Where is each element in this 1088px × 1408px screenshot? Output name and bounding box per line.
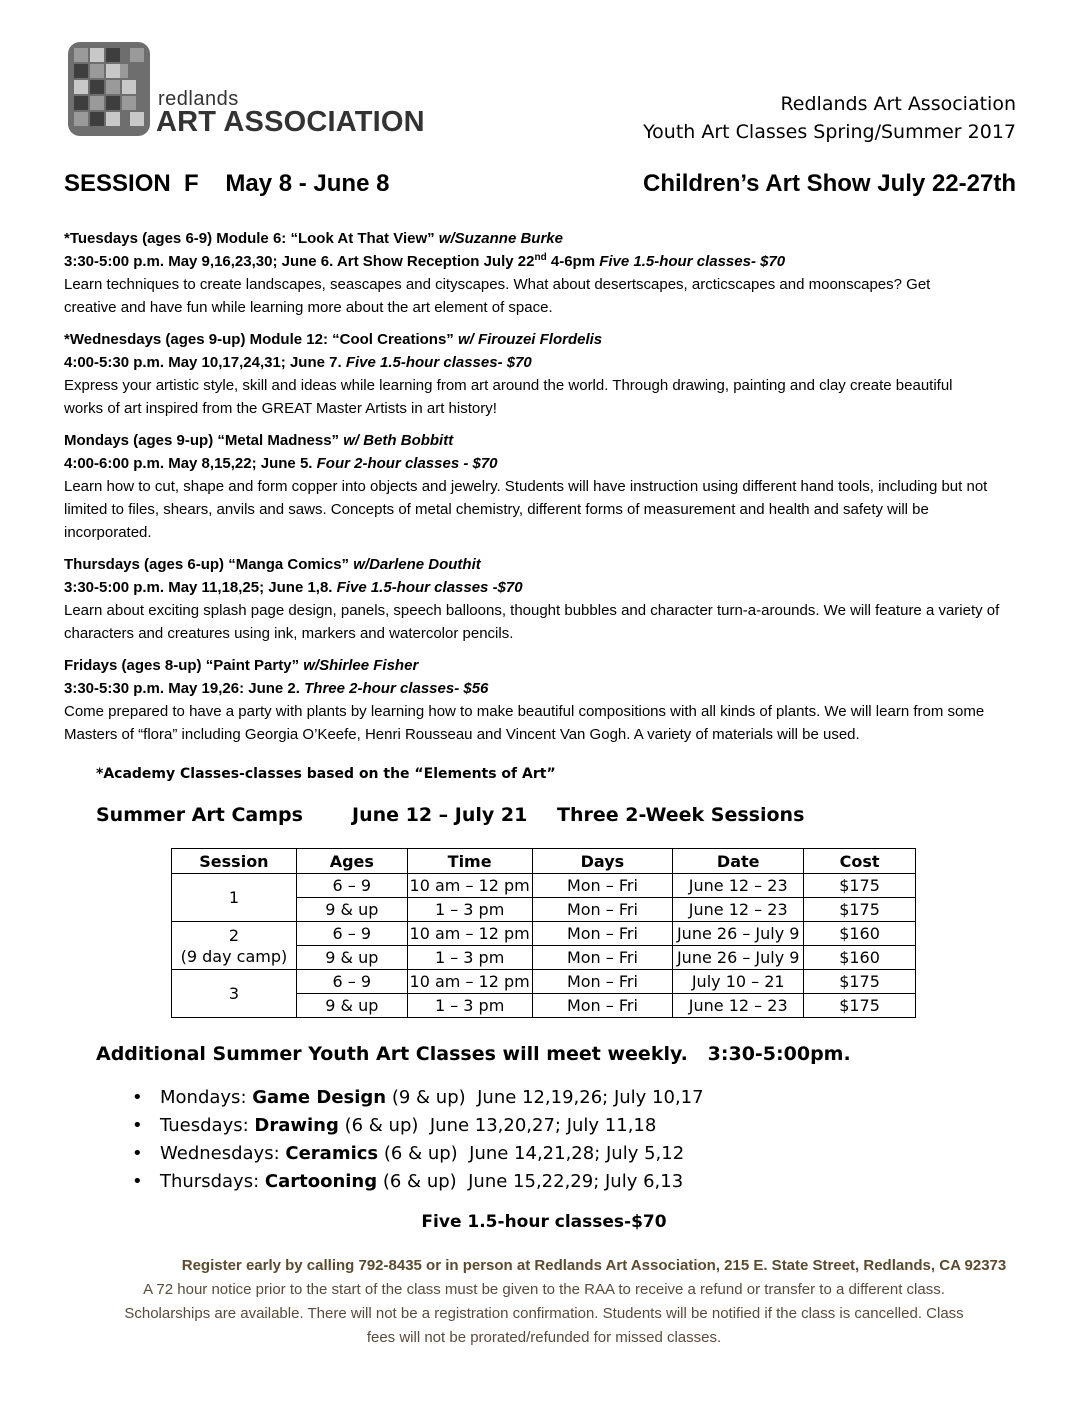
weekly-class-list — [132, 1084, 704, 1196]
logo-text-small: redlands — [158, 88, 239, 110]
table-cell: Mon – Fri — [532, 922, 673, 946]
class-price: Five 1.5-hour classes- $70 — [599, 253, 786, 270]
five-classes-price: Five 1.5-hour classes-$70 — [421, 1212, 667, 1232]
bullet-icon: • — [132, 1143, 143, 1164]
table-cell: Mon – Fri — [532, 946, 673, 970]
table-cell: $175 — [804, 970, 916, 994]
table-row — [172, 874, 916, 898]
table-cell: June 26 – July 9 — [673, 922, 804, 946]
class-description: Learn how to cut, shape and form copper into objects and jewelry. Students will have instruction using different hand tools, including but not limited to files, shears, anvils and saws. Concepts of metal chemistry, different forms of measurement and health and safety will be incorporated. — [64, 478, 988, 541]
col-header: Date — [673, 849, 804, 874]
class-description: Learn techniques to create landscapes, seascapes and cityscapes. What about desertscapes, arcticscapes and moonscapes? Get creative and have fun while learning more about the art element of space. — [64, 276, 931, 316]
class-title: Thursdays (ages 6-up) “Manga Comics” — [64, 556, 354, 573]
class-description: Learn about exciting splash page design, panels, speech balloons, thought bubbles and character turn-a-arounds. We will feature a variety of characters and creatures using ink, markers and watercolor pencils. — [64, 602, 1000, 642]
class-title: Mondays (ages 9-up) “Metal Madness” — [64, 432, 344, 449]
details: (6 & up) June 13,20,27; July 11,18 — [338, 1115, 657, 1136]
scholarship-note: Scholarships are available. There will not be a registration confirmation. Students will be notified if the class is cancelled. Class — [124, 1305, 964, 1322]
table-header-row — [172, 849, 916, 874]
list-item — [132, 1112, 704, 1140]
col-header: Ages — [296, 849, 407, 874]
class-description: Express your artistic style, skill and ideas while learning from art around the world. Through drawing, painting and clay create beautiful works of art inspired from the GREAT Master Artists in art history! — [64, 377, 953, 417]
table-cell: 10 am – 12 pm — [407, 922, 532, 946]
class-price: Five 1.5-hour classes- $70 — [345, 354, 532, 371]
subject: Game Design — [252, 1087, 387, 1108]
table-cell: 9 & up — [296, 898, 407, 922]
class-title: *Tuesdays (ages 6-9) Module 6: “Look At That View” — [64, 230, 439, 247]
logo-mark — [68, 42, 150, 136]
fees-note: fees will not be prorated/refunded for missed classes. — [366, 1329, 722, 1346]
class-teacher: w/Suzanne Burke — [438, 230, 563, 247]
table-cell: Mon – Fri — [532, 874, 673, 898]
session-cell: 3 — [172, 970, 297, 1018]
table-cell: 9 & up — [296, 946, 407, 970]
class-schedule: 4:00-5:30 p.m. May 10,17,24,31; June 7. — [64, 354, 346, 371]
class-block — [64, 227, 1024, 319]
logo-text-big: ART ASSOCIATION — [156, 106, 425, 138]
header-subtitle: Youth Art Classes Spring/Summer 2017 — [643, 121, 1016, 143]
table-cell: $160 — [804, 922, 916, 946]
table-cell: 6 – 9 — [296, 874, 407, 898]
art-show-title: Children’s Art Show July 22-27th — [643, 170, 1016, 197]
table-cell: 6 – 9 — [296, 922, 407, 946]
ordinal-suffix: nd — [534, 252, 547, 263]
class-schedule: 4:00-6:00 p.m. May 8,15,22; June 5. — [64, 455, 317, 472]
class-schedule: 3:30-5:30 p.m. May 19,26: June 2. — [64, 680, 305, 697]
camp-table — [171, 848, 916, 1018]
col-header: Time — [407, 849, 532, 874]
session-title: SESSION F May 8 - June 8 — [64, 170, 390, 197]
table-cell: 6 – 9 — [296, 970, 407, 994]
class-description: Come prepared to have a party with plants by learning how to make beautiful compositions with all kinds of plants. We will learn from some Masters of “flora” including Georgia O’Keefe, Henri Rousseau and Vincent Van Gogh. A variety of materials will be used. — [64, 703, 985, 743]
session-cell: 1 — [172, 874, 297, 922]
class-price: Three 2-hour classes- $56 — [304, 680, 489, 697]
table-cell: $160 — [804, 946, 916, 970]
col-header: Session — [172, 849, 297, 874]
header-org: Redlands Art Association — [780, 93, 1016, 115]
list-item — [132, 1140, 704, 1168]
table-cell: June 12 – 23 — [673, 994, 804, 1018]
session-note: (9 day camp) — [180, 946, 288, 966]
table-cell: 1 – 3 pm — [407, 994, 532, 1018]
table-cell: 10 am – 12 pm — [407, 970, 532, 994]
class-block — [64, 553, 1024, 645]
class-block — [64, 654, 1024, 746]
class-teacher: w/Darlene Douthit — [353, 556, 481, 573]
bullet-icon: • — [132, 1087, 143, 1108]
details: (6 & up) June 15,22,29; July 6,13 — [377, 1171, 684, 1192]
class-block — [64, 429, 1024, 544]
details: (6 & up) June 14,21,28; July 5,12 — [378, 1143, 685, 1164]
camps-sessions: Three 2-Week Sessions — [557, 804, 805, 826]
col-header: Days — [532, 849, 673, 874]
class-block — [64, 328, 1024, 420]
class-teacher: w/Shirlee Fisher — [303, 657, 419, 674]
registration-note: Register early by calling 792-8435 or in person at Redlands Art Association, 215 E. State Street, Redlands, CA 92373 — [181, 1257, 1007, 1274]
camps-dates: June 12 – July 21 — [352, 804, 528, 826]
table-cell: $175 — [804, 898, 916, 922]
class-schedule-tail: 4-6pm — [546, 253, 600, 270]
session-cell — [172, 922, 297, 970]
weekday: Wednesdays: — [160, 1143, 286, 1164]
table-cell: 10 am – 12 pm — [407, 874, 532, 898]
table-cell: Mon – Fri — [532, 994, 673, 1018]
subject: Cartooning — [264, 1171, 378, 1192]
weekday: Mondays: — [160, 1087, 253, 1108]
table-row — [172, 970, 916, 994]
weekday: Tuesdays: — [160, 1115, 255, 1136]
weekday: Thursdays: — [160, 1171, 265, 1192]
table-cell: June 26 – July 9 — [673, 946, 804, 970]
class-title: *Wednesdays (ages 9-up) Module 12: “Cool Creations” — [64, 331, 458, 348]
details: (9 & up) June 12,19,26; July 10,17 — [386, 1087, 704, 1108]
class-price: Four 2-hour classes - $70 — [316, 455, 498, 472]
list-item — [132, 1168, 704, 1196]
refund-policy: A 72 hour notice prior to the start of the class must be given to the RAA to receive a refund or transfer to a different class. — [143, 1281, 945, 1298]
class-teacher: w/ Beth Bobbitt — [343, 432, 454, 449]
table-cell: June 12 – 23 — [673, 898, 804, 922]
table-cell: 9 & up — [296, 994, 407, 1018]
subject: Ceramics — [285, 1143, 379, 1164]
bullet-icon: • — [132, 1115, 143, 1136]
class-teacher: w/ Firouzei Flordelis — [457, 331, 603, 348]
academy-note: *Academy Classes-classes based on the “Elements of Art” — [96, 766, 556, 782]
table-row — [172, 922, 916, 946]
table-cell: $175 — [804, 994, 916, 1018]
class-schedule: 3:30-5:00 p.m. May 11,18,25; June 1,8. — [64, 579, 337, 596]
table-cell: July 10 – 21 — [673, 970, 804, 994]
col-header: Cost — [804, 849, 916, 874]
camps-label: Summer Art Camps — [96, 804, 303, 826]
table-cell: 1 – 3 pm — [407, 946, 532, 970]
table-cell: $175 — [804, 874, 916, 898]
class-schedule: 3:30-5:00 p.m. May 9,16,23,30; June 6. Art Show Reception July 22 — [64, 253, 535, 270]
table-cell: Mon – Fri — [532, 970, 673, 994]
table-cell: June 12 – 23 — [673, 874, 804, 898]
subject: Drawing — [254, 1115, 339, 1136]
bullet-icon: • — [132, 1171, 143, 1192]
table-cell: 1 – 3 pm — [407, 898, 532, 922]
table-cell: Mon – Fri — [532, 898, 673, 922]
additional-classes-heading: Additional Summer Youth Art Classes will meet weekly. 3:30-5:00pm. — [96, 1043, 851, 1065]
session-number: 2 — [228, 925, 240, 945]
class-title: Fridays (ages 8-up) “Paint Party” — [64, 657, 304, 674]
list-item — [132, 1084, 704, 1112]
class-price: Five 1.5-hour classes -$70 — [336, 579, 523, 596]
